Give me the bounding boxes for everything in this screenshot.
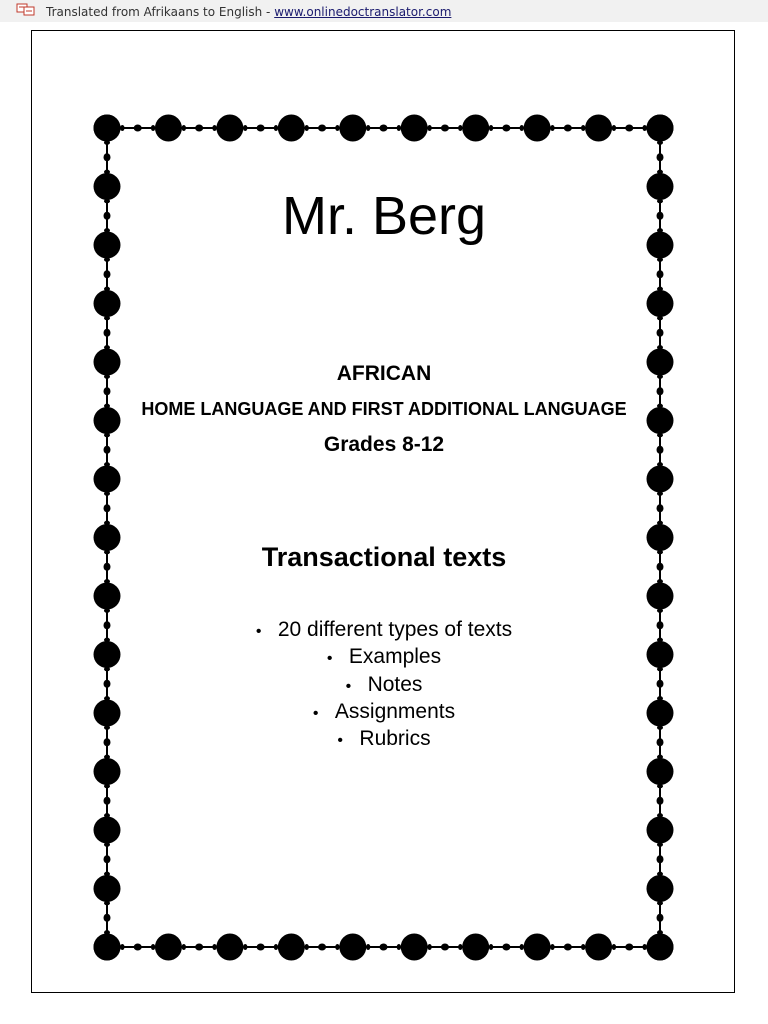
- list-item: • Rubrics: [0, 725, 768, 752]
- language-line-text: HOME LANGUAGE AND FIRST ADDITIONAL LANGUAGE: [141, 399, 627, 419]
- bullet-icon: •: [337, 732, 344, 750]
- subject-line: AFRICAN: [336, 362, 432, 385]
- contents-list: [0, 616, 768, 752]
- translation-prefix: Translated from Afrikaans to English -: [46, 5, 275, 19]
- list-item: • Examples: [0, 643, 768, 670]
- language-line: [108, 399, 660, 420]
- bullet-icon: •: [326, 650, 333, 668]
- bullet-icon: •: [345, 677, 352, 695]
- grades-line: Grades 8-12: [323, 433, 445, 456]
- bullet-icon: •: [312, 704, 319, 722]
- list-item: • Assignments: [0, 698, 768, 725]
- section-heading: Transactional texts: [261, 542, 507, 572]
- list-item: • 20 different types of texts: [0, 616, 768, 643]
- translator-link[interactable]: www.onlinedoctranslator.com: [274, 5, 452, 19]
- page-title: Mr. Berg: [281, 186, 487, 246]
- bullet-icon: •: [255, 623, 262, 640]
- list-item: • Notes: [0, 671, 768, 698]
